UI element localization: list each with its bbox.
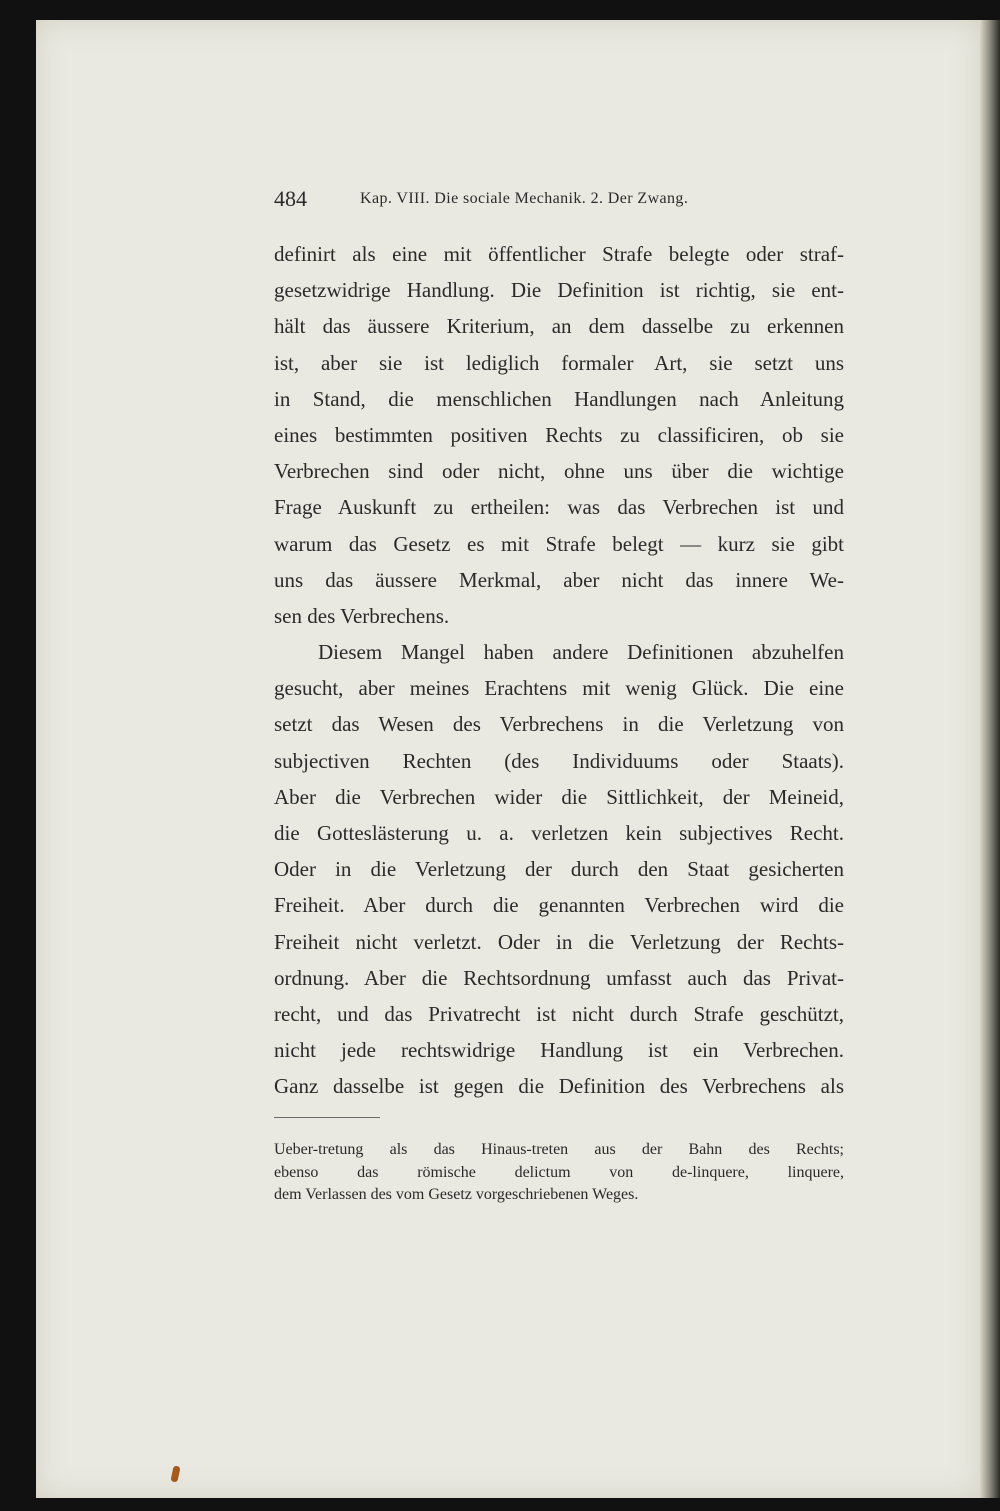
text-line: warum das Gesetz es mit Strafe belegt — kurz sie gibt	[274, 531, 844, 556]
book-spine-edge	[980, 20, 1000, 1498]
text-line: Diesem Mangel haben andere Definitionen abzuhelfen	[318, 640, 844, 665]
text-line: subjectiven Rechten (des Individuums oder Staats).	[274, 748, 844, 773]
text-line: gesetzwidrige Handlung. Die Definition ist richtig, sie ent-	[274, 278, 844, 303]
text-line: Oder in die Verletzung der durch den Staat gesicherten	[274, 857, 844, 882]
footnote	[274, 1139, 844, 1207]
text-line: Aber die Verbrechen wider die Sittlichkeit, der Meineid,	[274, 784, 844, 809]
text-line: die Gotteslästerung u. a. verletzen kein subjectives Recht.	[274, 821, 844, 845]
text-line: sen des Verbrechens.	[274, 603, 450, 628]
footnote-line: dem Verlassen des vom Gesetz vorgeschriebenen Weges.	[274, 1186, 639, 1203]
text-line: uns das äussere Merkmal, aber nicht das innere We-	[274, 567, 844, 592]
running-title: Kap. VIII. Die sociale Mechanik. 2. Der Zwang.	[360, 190, 689, 207]
text-line: in Stand, die menschlichen Handlungen nach Anleitung	[274, 386, 844, 411]
text-line: nicht jede rechtswidrige Handlung ist ein Verbrechen.	[274, 1038, 844, 1063]
text-line: gesucht, aber meines Erachtens mit wenig Glück. Die eine	[274, 676, 844, 701]
footnote-line: Ueber-tretung als das Hinaus-treten aus der Bahn des Rechts;	[274, 1141, 844, 1158]
text-line: eines bestimmten positiven Rechts zu classificiren, ob sie	[274, 422, 844, 447]
main-text	[274, 236, 844, 1105]
page-header	[274, 186, 844, 216]
text-line: ordnung. Aber die Rechtsordnung umfasst auch das Privat-	[274, 965, 844, 990]
text-line: hält das äussere Kriterium, an dem dasselbe zu erkennen	[274, 314, 844, 339]
text-line: Ganz dasselbe ist gegen die Definition des Verbrechens als	[274, 1074, 844, 1099]
text-line: recht, und das Privatrecht ist nicht durch Strafe geschützt,	[274, 1001, 844, 1026]
text-line: Verbrechen sind oder nicht, ohne uns über die wichtige	[274, 459, 844, 484]
text-line: Frage Auskunft zu ertheilen: was das Verbrechen ist und	[274, 495, 844, 520]
text-line: setzt das Wesen des Verbrechens in die Verletzung von	[274, 712, 844, 737]
page-number: 484	[274, 186, 307, 211]
text-line: definirt als eine mit öffentlicher Strafe belegte oder straf-	[274, 242, 844, 266]
footnote-line: ebenso das römische delictum von de-linquere, linquere,	[274, 1163, 844, 1181]
footnote-separator	[274, 1117, 380, 1118]
text-line: Freiheit. Aber durch die genannten Verbrechen wird die	[274, 893, 844, 918]
text-line: ist, aber sie ist lediglich formaler Art, sie setzt uns	[274, 350, 844, 375]
text-line: Freiheit nicht verletzt. Oder in die Verletzung der Rechts-	[274, 929, 844, 954]
